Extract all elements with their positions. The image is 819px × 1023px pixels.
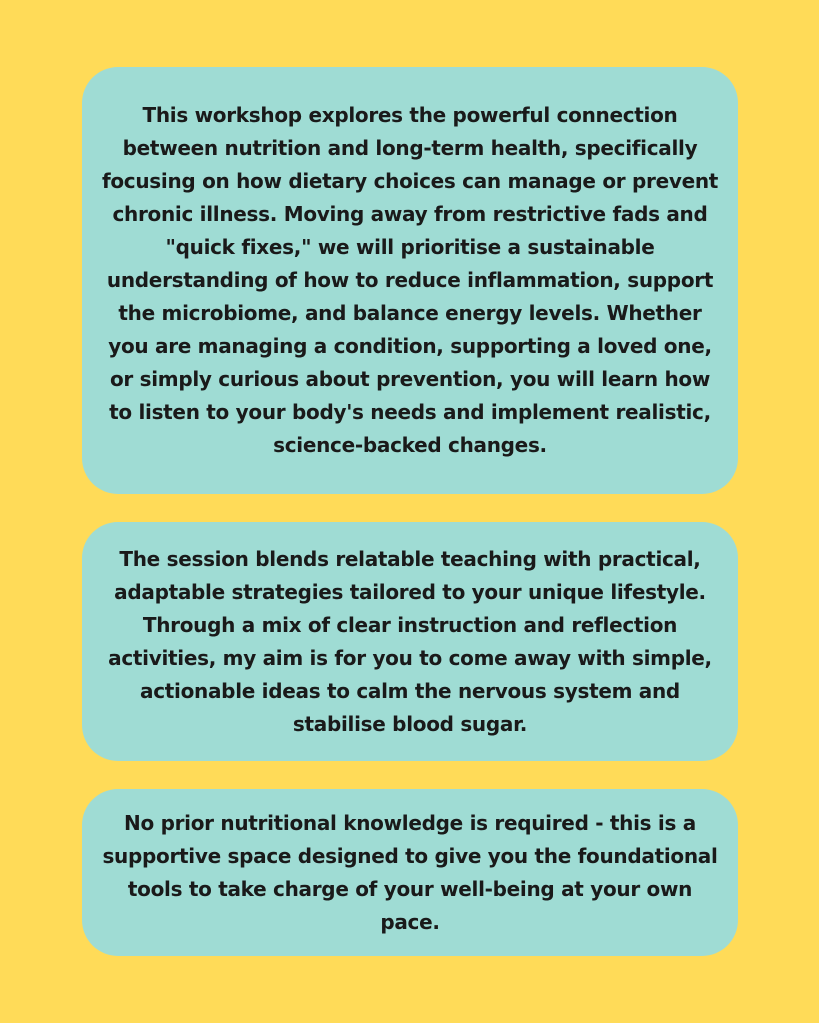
prerequisites-text: No prior nutritional knowledge is required - this is a supportive space designed to give you the foundational tools to take charge of your well-being at your own pace. <box>102 810 718 934</box>
workshop-overview-text: This workshop explores the powerful connection between nutrition and long-term health, specifically focusing on how dietary choices can manage or prevent chronic illness. Moving away from restrictive fads and "quick fixes," we will prioritise a sustainable understanding of how to reduce inflammation, support the microbiome, and balance energy levels. Whether you are managing a condition, supporting a loved one, or simply curious about prevention, you will learn how to listen to your body's needs and implement realistic, science-backed changes. <box>101 103 719 457</box>
session-format-card <box>82 522 738 761</box>
prerequisites-card <box>82 789 738 956</box>
workshop-overview-card <box>82 67 738 494</box>
session-format-text: The session blends relatable teaching with practical, adaptable strategies tailored to your unique lifestyle. Through a mix of clear instruction and reflection activities, my aim is for you to come away with simple, actionable ideas to calm the nervous system and stabilise blood sugar. <box>108 546 712 736</box>
